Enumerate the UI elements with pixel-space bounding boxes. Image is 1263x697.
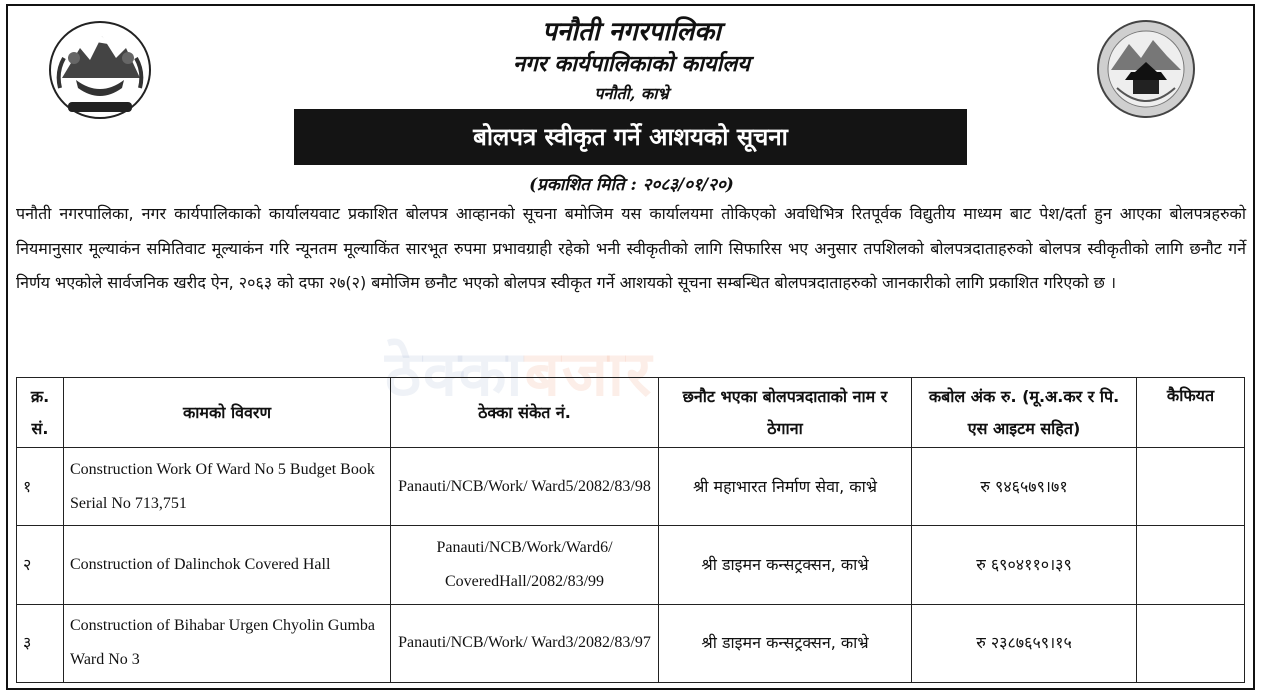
cell-description: Construction of Bihabar Urgen Chyolin Gumba Ward No 3 — [64, 604, 391, 682]
org-name: पनौती नगरपालिका — [542, 17, 721, 47]
cell-contract-no: Panauti/NCB/Work/ Ward3/2082/83/97 — [391, 604, 659, 682]
cell-description: Construction Work Of Ward No 5 Budget Book Serial No 713,751 — [64, 448, 391, 526]
header-serial-no: क्र. सं. — [17, 378, 64, 448]
cell-bidder: श्री डाइमन कन्सट्रक्सन, काभ्रे — [659, 526, 912, 604]
cell-contract-no: Panauti/NCB/Work/Ward6/ CoveredHall/2082/83/99 — [391, 526, 659, 604]
cell-amount: रु ६९०४११०।३९ — [912, 526, 1137, 604]
notice-paragraph: पनौती नगरपालिका, नगर कार्यपालिकाको कार्यालयवाट प्रकाशित बोलपत्र आव्हानको सूचना बमोजिम यस कार्यालयमा तोकिएको अवधिभित्र रितपूर्वक विद्युतीय माध्यम बाट पेश/दर्ता हुन आएका बोलपत्रहरुको नियमानुसार मूल्याकंन समितिवाट मूल्याकंन गरि न्यूनतम मूल्याकिंत सारभूत रुपमा प्रभावग्राही रहेको भनी स्वीकृतीको लागि सिफारिस भए अनुसार तपशिलको बोलपत्रदाताहरुको बोलपत्र स्वीकृतीको लागि छनौट गर्ने निर्णय भएकोले सार्वजनिक खरीद ऐन, २०६३ को दफा २७(२) बमोजिम छनौट भएको बोलपत्र स्वीकृत गर्ने आशयको सूचना सम्बन्धित बोलपत्रदाताहरुको जानकारीको लागि प्रकाशित गरिएको छ । — [16, 204, 1246, 292]
cell-serial-no: ३ — [17, 604, 64, 682]
header-description: कामको विवरण — [64, 378, 391, 448]
table-header-row — [17, 378, 1245, 448]
office-name: नगर कार्यपालिकाको कार्यालय — [513, 51, 750, 77]
table-row — [17, 604, 1245, 682]
office-location: पनौती, काभ्रे — [594, 84, 669, 103]
header-bidder: छनौट भएका बोलपत्रदाताको नाम र ठेगाना — [659, 378, 912, 448]
cell-remarks — [1137, 604, 1245, 682]
cell-description: Construction of Dalinchok Covered Hall — [64, 526, 391, 604]
cell-amount: रु ९४६५७९।७१ — [912, 448, 1137, 526]
table-row — [17, 448, 1245, 526]
cell-serial-no: १ — [17, 448, 64, 526]
cell-remarks — [1137, 448, 1245, 526]
header-amount: कबोल अंक रु. (मू.अ.कर र पि. एस आइटम सहित) — [912, 378, 1137, 448]
cell-contract-no: Panauti/NCB/Work/ Ward5/2082/83/98 — [391, 448, 659, 526]
watermark-part2: बजार — [524, 337, 654, 410]
cell-bidder: श्री डाइमन कन्सट्रक्सन, काभ्रे — [659, 604, 912, 682]
header-contract-no: ठेक्का संकेत नं. — [391, 378, 659, 448]
watermark-part1: ठेक्का — [385, 337, 525, 410]
header-remarks: कैफियत — [1137, 378, 1245, 448]
cell-serial-no: २ — [17, 526, 64, 604]
cell-amount: रु २३८७६५९।१५ — [912, 604, 1137, 682]
cell-remarks — [1137, 526, 1245, 604]
notice-title-banner: बोलपत्र स्वीकृत गर्ने आशयको सूचना — [294, 109, 967, 165]
table-row — [17, 526, 1245, 604]
published-date: (प्रकाशित मिति : २०८३/०१/२०) — [529, 175, 734, 195]
cell-bidder: श्री महाभारत निर्माण सेवा, काभ्रे — [659, 448, 912, 526]
tender-table — [16, 377, 1245, 683]
